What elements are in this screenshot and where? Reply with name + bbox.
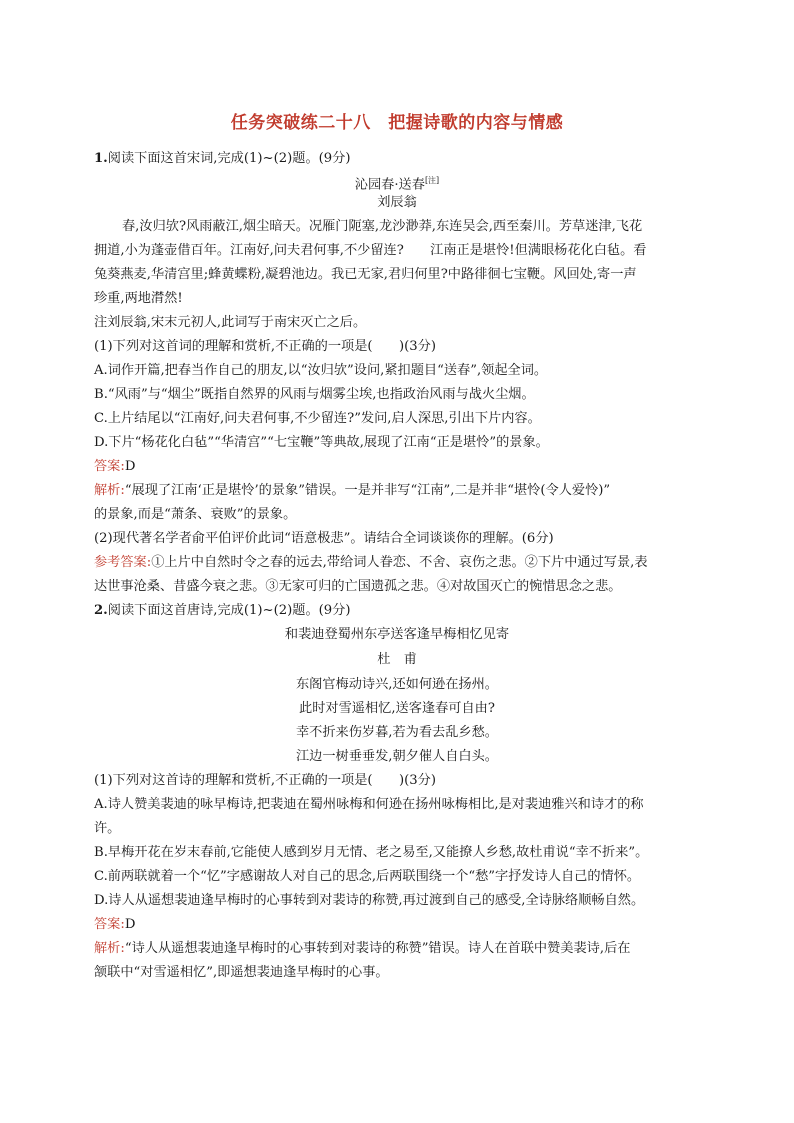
q1-reference-cont: 达世事沧桑、昔盛今衰之悲。③无家可归的亡国遗孤之悲。④对故国灭亡的惋惜思念之悲。: [94, 579, 622, 594]
q1-poem-line: 春,汝归欤?风雨蔽江,烟尘暗天。况雁门阨塞,龙沙渺莽,东连吴会,西至秦川。芳草迷津,飞花: [122, 219, 643, 234]
answer-value: D: [124, 459, 136, 474]
q1-intro-text: 阅读下面这首宋词,完成(1)~(2)题。(9分): [107, 151, 351, 166]
q2-option-c: C.前两联就着一个“忆”字感谢故人对自己的思念,后两联围绕一个“愁”字抒发诗人自己的情怀。: [94, 869, 641, 884]
reference-label: 参考答案:: [94, 555, 152, 570]
q2-poem-title: 和裴迪登蜀州东亭送客逢早梅相忆见寄: [284, 627, 510, 642]
q1-poem-author: 刘辰翁: [377, 195, 417, 210]
q2-poem-line: 此时对雪遥相忆,送客逢春可自由?: [299, 701, 495, 716]
analysis-label: 解析:: [94, 941, 125, 956]
q1-number: 1.: [94, 151, 108, 166]
q2-poem-author: 杜 甫: [377, 652, 417, 667]
q2-sub1-stem: (1)下列对这首诗的理解和赏析,不正确的一项是( )(3分): [94, 773, 436, 788]
analysis-label: 解析:: [94, 483, 125, 498]
q1-analysis-cont: 的景象,而是“萧条、衰败”的景象。: [94, 507, 297, 522]
q1-poem-line: 兔葵燕麦,华清宫里;蜂黄蝶粉,凝碧池边。我已无家,君归何里?中路徘徊七宝鞭。风回处,寄一声: [94, 267, 637, 282]
q1-intro: [94, 150, 351, 168]
q1-analysis: [94, 482, 610, 500]
analysis-text: “诗人从遥想裴迪逢早梅时的心事转到对裴诗的称赞”错误。诗人在首联中赞美裴诗,后在: [124, 941, 631, 956]
q1-poem-title: [0, 172, 794, 194]
q1-option-a: A.词作开篇,把春当作自己的朋友,以“汝归欤”设问,紧扣题目“送春”,领起全词。: [94, 363, 548, 378]
reference-text: ①上片中自然时令之春的远去,带给词人眷恋、不舍、哀伤之悲。②下片中通过写景,表: [151, 555, 648, 570]
analysis-text: “展现了江南‘正是堪怜’的景象”错误。一是并非写“江南”,二是并非“堪怜(令人爱怜)”: [124, 483, 611, 498]
q1-poem-line: 拥道,小为蓬壶借百年。江南好,问夫君何事,不少留连? 江南正是堪怜!但满眼杨花化白毡。看: [94, 243, 647, 258]
q1-poem-line: 珍重,两地潸然!: [94, 291, 183, 306]
q2-analysis-cont: 颔联中“对雪遥相忆”,即遥想裴迪逢早梅时的心事。: [94, 965, 389, 980]
q2-option-a-cont: 许。: [94, 821, 121, 836]
answer-label: 答案:: [94, 917, 125, 932]
page-title: 任务突破练二十八 把握诗歌的内容与情感: [230, 113, 564, 133]
q1-sub2-stem: (2)现代著名学者俞平伯评价此词“语意极悲”。请结合全词谈谈你的理解。(6分): [94, 531, 554, 546]
q1-reference-answer: [94, 554, 648, 572]
q1-option-c: C.上片结尾以“江南好,问夫君何事,不少留连?”发问,启人深思,引出下片内容。: [94, 411, 541, 426]
q2-option-a: A.诗人赞美裴迪的咏早梅诗,把裴迪在蜀州咏梅和何逊在扬州咏梅相比,是对裴迪雅兴和诗才的称: [94, 797, 644, 812]
q2-answer: [94, 916, 135, 934]
q1-option-d: D.下片“杨花化白毡”“华清宫”“七宝鞭”等典故,展现了江南“正是堪怜”的景象。: [94, 435, 549, 450]
q2-poem-line: 东阁官梅动诗兴,还如何逊在扬州。: [295, 677, 498, 692]
q2-number: 2.: [94, 603, 108, 618]
q1-poem-title-text: 沁园春·送春: [354, 177, 425, 193]
q1-sub1-stem: (1)下列对这首词的理解和赏析,不正确的一项是( )(3分): [94, 339, 436, 354]
q2-option-b: B.早梅开花在岁末春前,它能使人感到岁月无情、老之易至,又能撩人乡愁,故杜甫说“幸不折来”。: [94, 845, 649, 860]
q1-option-b: B.“风雨”与“烟尘”既指自然界的风雨与烟雾尘埃,也指政治风雨与战火尘烟。: [94, 387, 535, 402]
q1-note: 注刘辰翁,宋末元初人,此词写于南宋灭亡之后。: [94, 315, 367, 330]
answer-value: D: [124, 917, 136, 932]
q2-poem-line: 幸不折来伤岁暮,若为看去乱乡愁。: [295, 725, 498, 740]
q2-intro: [94, 602, 351, 620]
answer-label: 答案:: [94, 459, 125, 474]
q2-option-d: D.诗人从遥想裴迪逢早梅时的心事转到对裴诗的称赞,再过渡到自己的感受,全诗脉络顺畅自然。: [94, 893, 645, 908]
q2-intro-text: 阅读下面这首唐诗,完成(1)~(2)题。(9分): [107, 603, 351, 618]
q2-analysis: [94, 940, 630, 958]
q1-poem-note-mark: [注]: [424, 176, 440, 185]
q2-poem-line: 江边一树垂垂发,朝夕催人自白头。: [295, 749, 498, 764]
q1-answer: [94, 458, 135, 476]
